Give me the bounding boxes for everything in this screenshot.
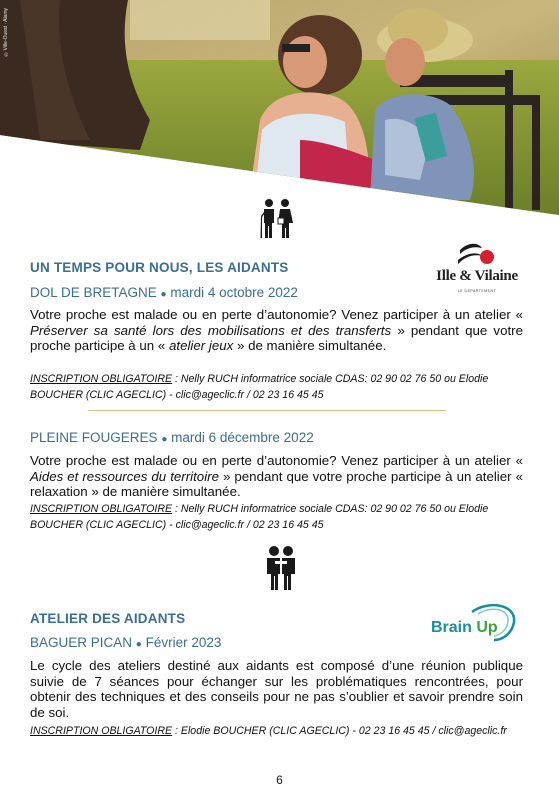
desc-text: Votre proche est malade ou en perte d’autonomie? Venez participer à un atelier «	[30, 453, 523, 468]
session-place: DOL DE BRETAGNE	[30, 285, 157, 300]
session-heading	[30, 430, 314, 445]
desc-text: » pendant que votre proche participe à un atelier « relaxation » de manière simultanée.	[30, 468, 523, 499]
session-heading	[30, 285, 298, 300]
brain-up-logo	[428, 602, 520, 644]
page-number: 6	[276, 773, 283, 787]
session-description	[30, 307, 523, 354]
bullet: ●	[161, 434, 168, 445]
inscription-label: INSCRIPTION OBLIGATOIRE	[30, 503, 173, 515]
inscription-info	[30, 371, 523, 403]
desc-text: » pendant que votre proche participe à un «	[30, 322, 523, 353]
session-date: mardi 6 décembre 2022	[171, 430, 314, 445]
logo-name: Ille & Vilaine	[436, 268, 518, 284]
inscription-contact: : Elodie BOUCHER (CLIC AGECLIC) - 02 23 16 45 45 / clic@ageclic.fr	[172, 725, 507, 737]
header-photo	[0, 0, 559, 215]
two-people-hug-icon	[263, 545, 299, 591]
inscription-contact: : Nelly RUCH informatrice sociale CDAS: 02 90 02 76 50 ou Elodie BOUCHER (CLIC AGECLIC) - clic@ageclic.fr / 02 23 16 45 45	[30, 503, 489, 531]
session-description	[30, 453, 523, 500]
desc-italic: Préserver sa santé lors des mobilisations et des transferts	[30, 322, 398, 338]
desc-text: » de manière simultanée.	[236, 338, 387, 353]
logo-word-brain: Brain	[431, 619, 472, 636]
session-date: mardi 4 octobre 2022	[170, 285, 298, 300]
session-place: PLEINE FOUGERES	[30, 430, 158, 445]
logo-tagline: LE DÉPARTEMENT	[457, 289, 497, 293]
bullet: ●	[160, 289, 167, 300]
inscription-info	[30, 723, 523, 739]
department-emblem-icon	[456, 240, 496, 270]
session-place: BAGUER PICAN	[30, 635, 133, 650]
ille-et-vilaine-logo	[434, 240, 520, 296]
separator-line	[88, 410, 446, 411]
inscription-label: INSCRIPTION OBLIGATOIRE	[30, 373, 173, 385]
session-date: Février 2023	[145, 635, 222, 650]
inscription-label: INSCRIPTION OBLIGATOIRE	[30, 725, 173, 737]
session-heading	[30, 635, 221, 650]
inscription-info	[30, 501, 523, 533]
desc-italic: atelier jeux	[165, 338, 237, 353]
bullet: ●	[135, 639, 142, 650]
elderly-couple-icon	[257, 198, 297, 240]
inscription-contact: : Nelly RUCH informatrice sociale CDAS: 02 90 02 76 50 ou Elodie BOUCHER (CLIC AGECLIC) - clic@ageclic.fr / 02 23 16 45 45	[30, 373, 489, 401]
session-description: Le cycle des ateliers destiné aux aidants est composé d’une réunion publique suivie de 7 séances pour échanger sur les problématiques rencontrées, pour obtenir des techniques et des conseils pour ne pas s’oublier et savoir prendre soin de soi.	[30, 658, 523, 720]
desc-italic: Aides et ressources du territoire	[30, 468, 223, 484]
logo-wordmark	[431, 619, 498, 637]
logo-word-up: Up	[476, 619, 498, 636]
section-title-aidants: UN TEMPS POUR NOUS, LES AIDANTS	[30, 260, 289, 275]
section-title-atelier: ATELIER DES AIDANTS	[30, 611, 186, 626]
photo-credit: ©Ville-Ouest · Alamy	[3, 8, 9, 57]
desc-text: Votre proche est malade ou en perte d’autonomie? Venez participer à un atelier «	[30, 307, 523, 322]
